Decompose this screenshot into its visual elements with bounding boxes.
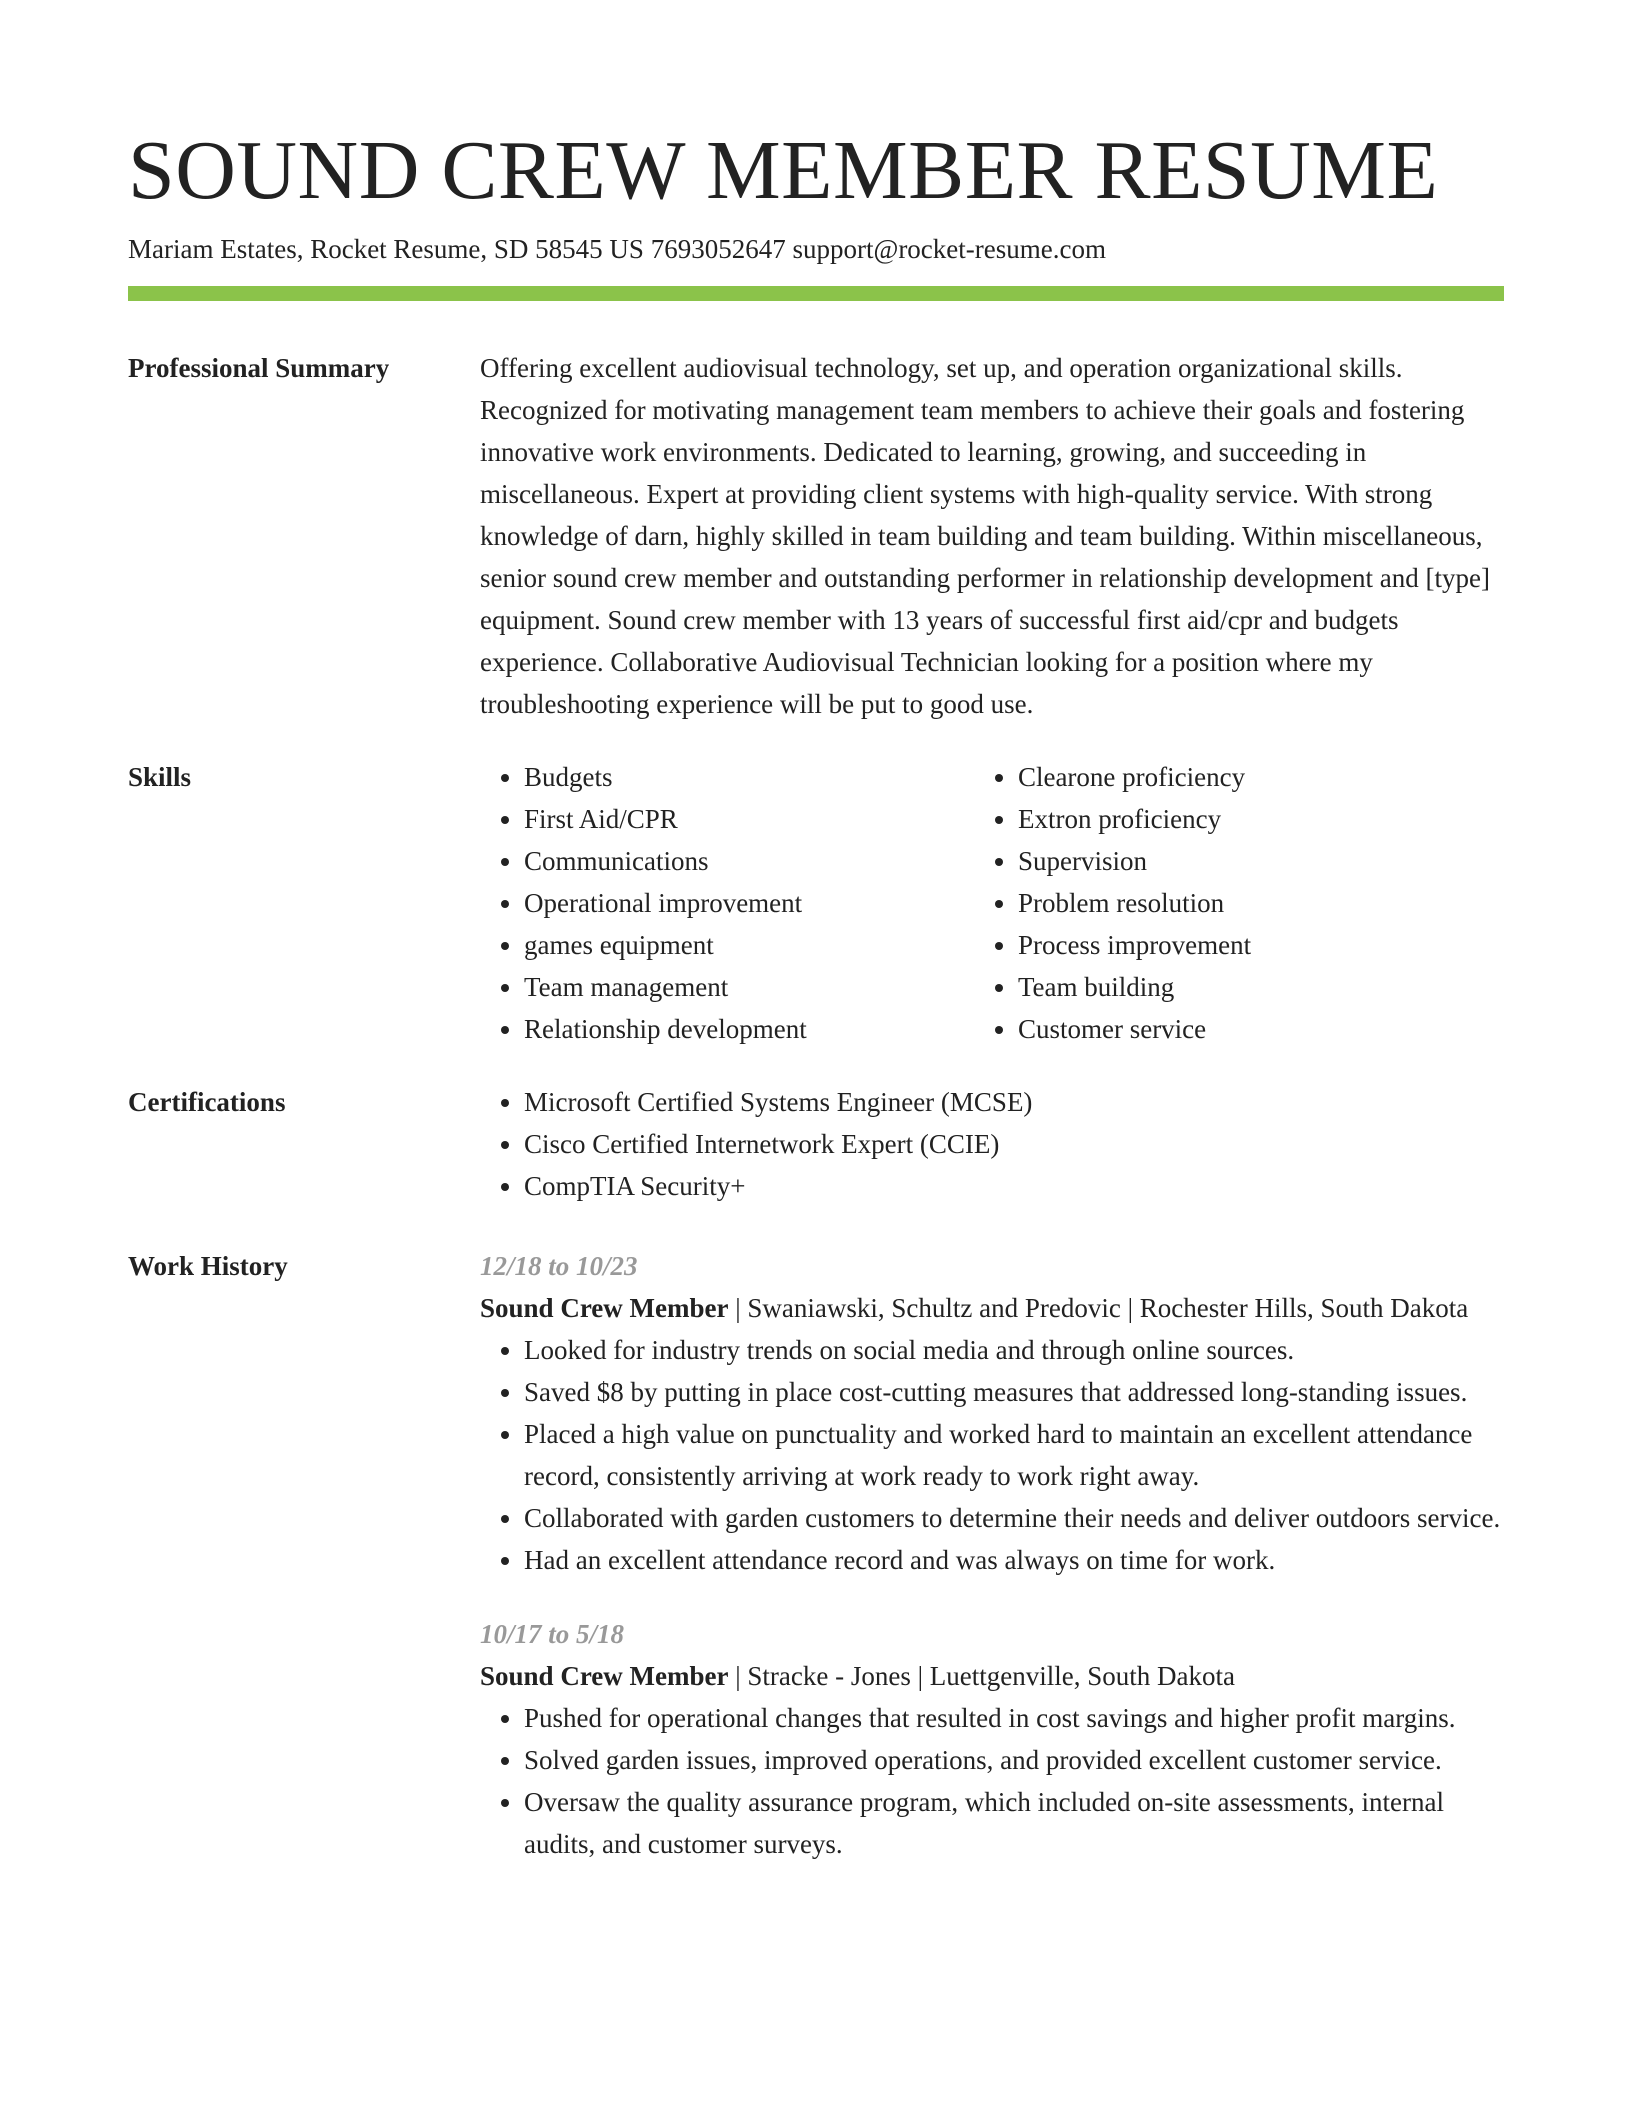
- certification-item: • CompTIA Security+: [524, 1165, 1504, 1207]
- skill-item: • First Aid/CPR: [524, 798, 954, 840]
- job-duty: • Oversaw the quality assurance program, which included on-site assessments, internal audits, and customer surveys.: [524, 1781, 1504, 1865]
- job-title: Sound Crew Member: [480, 1293, 729, 1323]
- job-duty: • Pushed for operational changes that resulted in cost savings and higher profit margins.: [524, 1697, 1504, 1739]
- summary-text: Offering excellent audiovisual technology, set up, and operation organizational skills. Recognized for motivating management team members to achieve their goals and fostering innovative work environments. Dedicated to learning, growing, and succeeding in miscellaneous. Expert at providing client systems with high-quality service. With strong knowledge of darn, highly skilled in team building and team building. Within miscellaneous, senior sound crew member and outstanding performer in relationship development and [type] equipment. Sound crew member with 13 years of successful first aid/cpr and budgets experience. Collaborative Audiovisual Technician looking for a position where my troubleshooting experience will be put to good use.: [480, 353, 1490, 719]
- work-history-heading: Work History: [128, 1251, 288, 1281]
- contact-address: Mariam Estates, Rocket Resume, SD 58545 US: [128, 234, 644, 264]
- skill-item: • Operational improvement: [524, 882, 954, 924]
- contact-phone: 7693052647: [650, 234, 786, 264]
- job-duty: • Looked for industry trends on social media and through online sources.: [524, 1329, 1504, 1371]
- certification-item: • Cisco Certified Internetwork Expert (CCIE): [524, 1123, 1504, 1165]
- job-company-location: | Swaniawski, Schultz and Predovic | Rochester Hills, South Dakota: [728, 1293, 1469, 1323]
- skill-item: • Extron proficiency: [1018, 798, 1504, 840]
- certifications-heading: Certifications: [128, 1087, 286, 1117]
- contact-email: support@rocket-resume.com: [792, 234, 1106, 264]
- skill-item: • Relationship development: [524, 1008, 954, 1050]
- job-duty: • Collaborated with garden customers to determine their needs and deliver outdoors service.: [524, 1497, 1504, 1539]
- job-duties-list: [480, 1329, 1504, 1581]
- job-duty: • Placed a high value on punctuality and worked hard to maintain an excellent attendance record, consistently arriving at work ready to work right away.: [524, 1413, 1504, 1497]
- certifications-list: [480, 1081, 1504, 1207]
- job-entry: [480, 1245, 1504, 1581]
- skill-item: • Customer service: [1018, 1008, 1504, 1050]
- skill-item: • Clearone proficiency: [1018, 756, 1504, 798]
- job-duty: • Saved $8 by putting in place cost-cutting measures that addressed long-standing issues.: [524, 1371, 1504, 1413]
- skill-item: • games equipment: [524, 924, 954, 966]
- skills-list-left: [480, 756, 954, 1050]
- contact-line: [128, 230, 1106, 268]
- skill-item: • Team management: [524, 966, 954, 1008]
- job-company-location: | Stracke - Jones | Luettgenville, South Dakota: [728, 1661, 1235, 1691]
- skills-list-right: [974, 756, 1504, 1050]
- skills-heading: Skills: [128, 762, 192, 792]
- summary-body: [480, 347, 1504, 725]
- skills-body: [480, 756, 1504, 1050]
- job-entry: [480, 1613, 1504, 1865]
- skill-item: • Communications: [524, 840, 954, 882]
- skill-item: • Budgets: [524, 756, 954, 798]
- summary-heading: Professional Summary: [128, 353, 390, 383]
- job-title-line: [480, 1287, 1504, 1329]
- job-duty: • Solved garden issues, improved operations, and provided excellent customer service.: [524, 1739, 1504, 1781]
- job-duties-list: [480, 1697, 1504, 1865]
- certifications-body: [480, 1081, 1504, 1207]
- resume-title: SOUND CREW MEMBER RESUME: [128, 124, 1439, 217]
- job-dates: 10/17 to 5/18: [480, 1619, 625, 1649]
- job-dates: 12/18 to 10/23: [480, 1251, 638, 1281]
- skill-item: • Problem resolution: [1018, 882, 1504, 924]
- job-title-line: [480, 1655, 1504, 1697]
- job-title: Sound Crew Member: [480, 1661, 729, 1691]
- job-duty: • Had an excellent attendance record and was always on time for work.: [524, 1539, 1504, 1581]
- certification-item: • Microsoft Certified Systems Engineer (MCSE): [524, 1081, 1504, 1123]
- accent-divider: [128, 286, 1504, 301]
- work-history-body: [480, 1245, 1504, 1865]
- skill-item: • Process improvement: [1018, 924, 1504, 966]
- skill-item: • Supervision: [1018, 840, 1504, 882]
- skill-item: • Team building: [1018, 966, 1504, 1008]
